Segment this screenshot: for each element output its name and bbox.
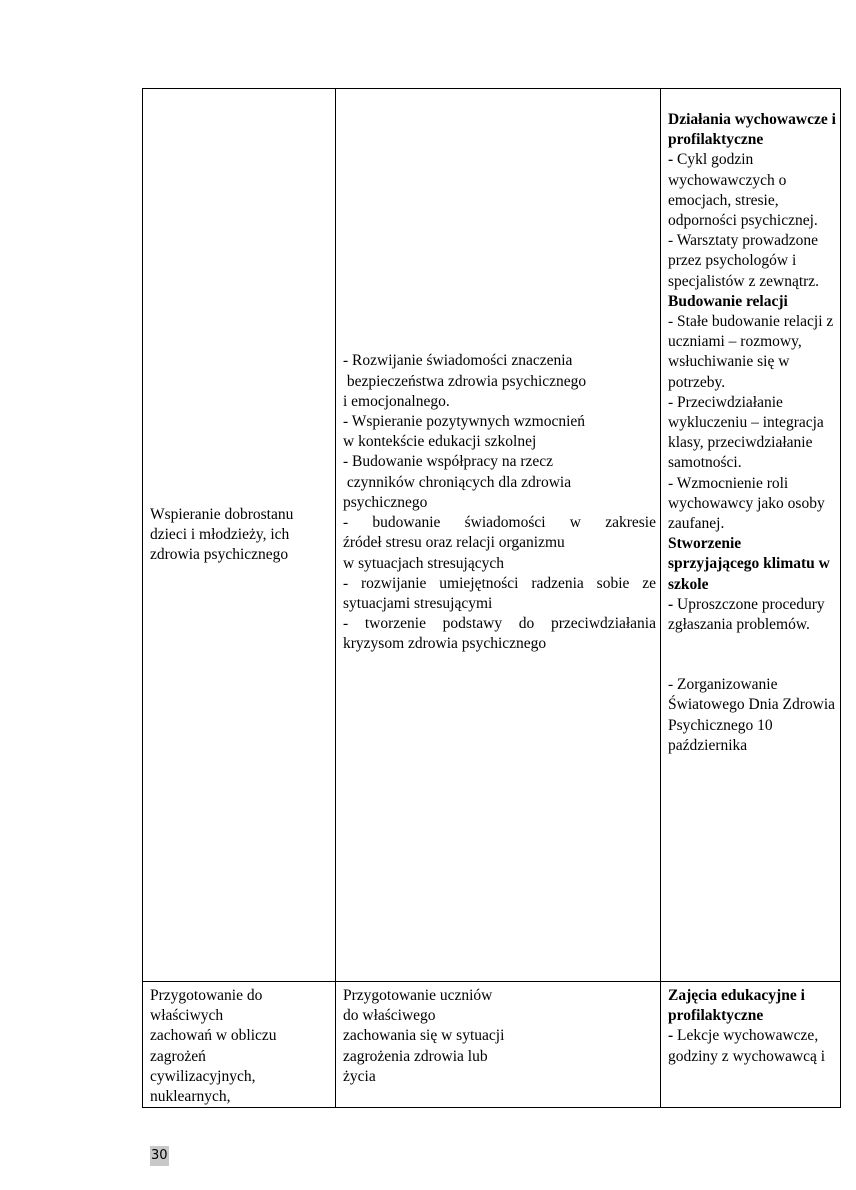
goal-line: zachowania się w sytuacji bbox=[343, 1027, 505, 1045]
goal-line: w sytuacjach stresujących bbox=[343, 554, 504, 572]
goal-line: zagrożenia zdrowia lub bbox=[343, 1047, 488, 1065]
action-item: - Zorganizowanie Światowego Dnia Zdrowia Psychicznego 10 października bbox=[668, 676, 836, 754]
goal-line: do właściwego bbox=[343, 1007, 436, 1025]
goal-line: - tworzenie podstawy do przeciwdziałania bbox=[343, 615, 656, 633]
action-item: - Warsztaty prowadzone przez psychologów i specjalistów z zewnątrz. bbox=[668, 232, 820, 290]
area-cell bbox=[143, 982, 336, 1108]
area-line: cywilizacyjnych, bbox=[150, 1067, 256, 1085]
goal-line: - Rozwijanie świadomości znaczenia bbox=[343, 352, 573, 370]
goal-line: w kontekście edukacji szkolnej bbox=[343, 433, 537, 451]
goal-line: kryzysom zdrowia psychicznego bbox=[343, 635, 547, 653]
area-line: Przygotowanie do bbox=[150, 987, 263, 1004]
action-item: - Przeciwdziałanie wykluczeniu – integracja klasy, przeciwdziałanie samotności. bbox=[668, 393, 824, 472]
area-line: nuklearnych, bbox=[150, 1088, 231, 1106]
bullet-dash: - bbox=[668, 595, 678, 613]
goal-line: i emocjonalnego. bbox=[343, 392, 450, 410]
bullet-dash: - bbox=[668, 151, 678, 169]
goal-line: - budowanie świadomości w zakresie bbox=[343, 514, 656, 532]
goal-line: bezpieczeństwa zdrowia psychicznego bbox=[343, 372, 587, 390]
goal-line: czynników chroniących dla zdrowia bbox=[343, 473, 572, 491]
actions-heading: Zajęcia edukacyjne i profilaktyczne bbox=[668, 987, 805, 1025]
area-line: właściwych bbox=[150, 1007, 224, 1025]
table-row bbox=[143, 89, 841, 982]
action-item: Uproszczone procedury zgłaszania problemów. bbox=[668, 595, 825, 634]
action-item: - Wzmocnienie roli wychowawcy jako osoby zaufanej. bbox=[668, 474, 825, 533]
area-cell bbox=[143, 89, 336, 982]
actions-heading: Działania wychowawcze i profilaktyczne bbox=[668, 111, 836, 149]
actions-heading: Stworzenie sprzyjającego klimatu w szkole bbox=[668, 535, 830, 593]
actions-heading: Budowanie relacji bbox=[668, 292, 788, 310]
action-item: Lekcje wychowawcze, godziny z wychowawcą i bbox=[668, 1027, 826, 1065]
goal-line: - Wspieranie pozytywnych wzmocnień bbox=[343, 413, 586, 431]
goal-line: - rozwijanie umiejętności radzenia sobie ze bbox=[343, 574, 656, 592]
program-table bbox=[142, 88, 841, 1108]
goal-line: Przygotowanie uczniów bbox=[343, 987, 493, 1004]
actions-cell bbox=[661, 89, 841, 982]
goal-line: psychicznego bbox=[343, 493, 428, 511]
goals-cell bbox=[336, 89, 661, 982]
bullet-dash: - bbox=[668, 1027, 678, 1045]
area-text: Wspieranie dobrostanu dzieci i młodzieży, ich zdrowia psychicznego bbox=[150, 505, 294, 564]
goals-cell bbox=[336, 982, 661, 1108]
goal-line: źródeł stresu oraz relacji organizmu bbox=[343, 534, 565, 552]
page-number: 30 bbox=[150, 1146, 169, 1166]
goal-line: - Budowanie współpracy na rzecz bbox=[343, 453, 554, 471]
table-row bbox=[143, 982, 841, 1108]
area-line: zagrożeń bbox=[150, 1047, 206, 1065]
spacer bbox=[668, 635, 836, 675]
action-item: - Stałe budowanie relacji z uczniami – rozmowy, wsłuchiwanie się w potrzeby. bbox=[668, 313, 834, 391]
goal-line: sytuacjami stresującymi bbox=[343, 594, 493, 612]
actions-cell bbox=[661, 982, 841, 1108]
action-item: Cykl godzin wychowawczych o emocjach, stresie, odporności psychicznej. bbox=[668, 151, 818, 230]
area-line: zachowań w obliczu bbox=[150, 1027, 277, 1045]
goal-line: życia bbox=[343, 1067, 376, 1085]
